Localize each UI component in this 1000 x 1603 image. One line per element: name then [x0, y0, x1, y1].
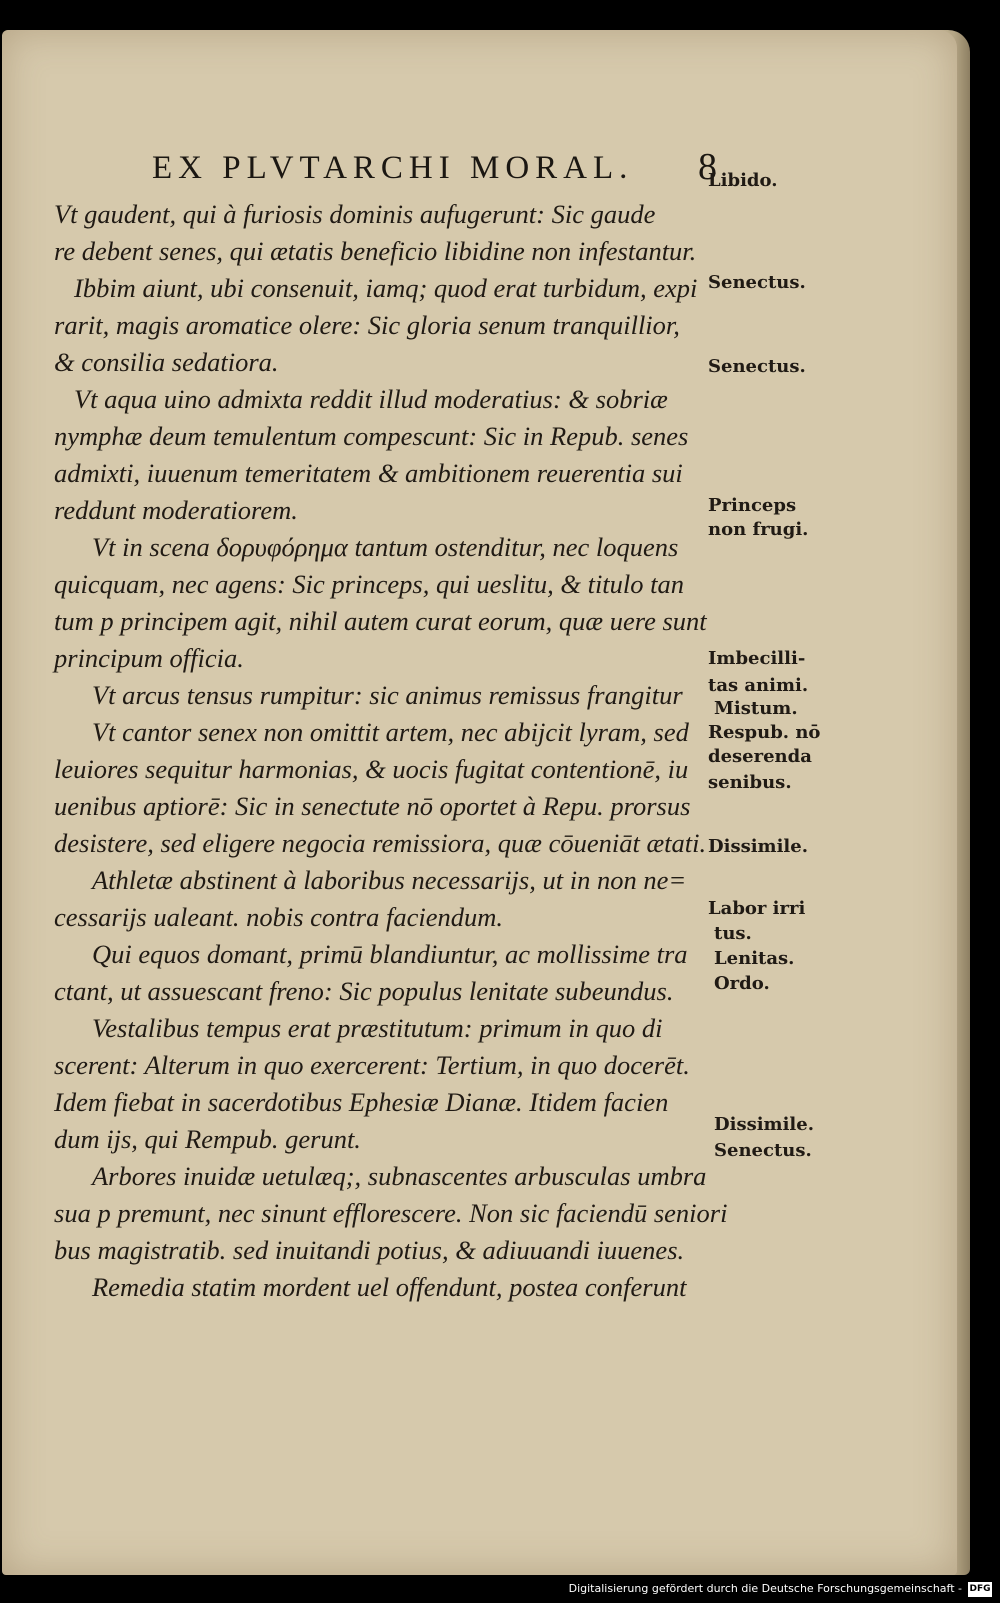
- margin-note: non frugi.: [708, 519, 809, 540]
- margin-note: Libido.: [708, 170, 778, 191]
- text-line: Remedia statim mordent uel offendunt, postea conferunt: [92, 1272, 687, 1302]
- footer-bar: [0, 1578, 1000, 1603]
- book-page: [2, 30, 957, 1575]
- text-line: uenibus aptiorē: Sic in senectute nō oportet à Repu. prorsus: [54, 791, 691, 821]
- margin-note: Ordo.: [714, 973, 770, 994]
- footer-credit: Digitalisierung gefördert durch die Deutsche Forschungsgemeinschaft -: [568, 1582, 962, 1595]
- margin-note: Senectus.: [708, 272, 806, 293]
- text-line: ctant, ut assuescant freno: Sic populus lenitate subeundus.: [54, 976, 674, 1006]
- margin-note: Imbecilli-: [708, 648, 806, 669]
- text-line: Qui equos domant, primū blandiuntur, ac mollissime tra: [92, 939, 688, 969]
- text-line: cessarijs ualeant. nobis contra faciendum.: [54, 902, 503, 932]
- text-line: rarit, magis aromatice olere: Sic gloria senum tranquillior,: [54, 310, 680, 340]
- text-line: scerent: Alterum in quo exercerent: Tertium, in quo docerēt.: [54, 1050, 690, 1080]
- margin-note: Senectus.: [708, 356, 806, 377]
- text-line: principum officia.: [54, 643, 244, 673]
- text-line: & consilia sedatiora.: [54, 347, 279, 377]
- text-line: desistere, sed eligere negocia remissiora, quæ cōueniāt ætati.: [54, 828, 707, 858]
- text-line: Idem fiebat in sacerdotibus Ephesiæ Dianæ. Itidem facien: [54, 1087, 669, 1117]
- text-line: bus magistratib. sed inuitandi potius, & adiuuandi iuuenes.: [54, 1235, 685, 1265]
- text-line: Vt in scena δορυφόρημα tantum ostenditur, nec loquens: [92, 532, 679, 562]
- margin-note: Labor irri: [708, 898, 806, 919]
- margin-note: tus.: [714, 923, 752, 944]
- text-line: Vt arcus tensus rumpitur: sic animus remissus frangitur: [92, 680, 683, 710]
- margin-note: tas animi.: [708, 675, 809, 696]
- text-line: admixti, iuuenum temeritatem & ambitionem reuerentia sui: [54, 458, 683, 488]
- margin-note: Senectus.: [714, 1140, 812, 1161]
- text-line: sua p premunt, nec sinunt efflorescere. Non sic faciendū seniori: [54, 1198, 728, 1228]
- margin-note: Princeps: [708, 495, 797, 516]
- margin-note: Dissimile.: [708, 836, 808, 857]
- dfg-logo: DFG: [968, 1582, 992, 1597]
- text-line: Vt aqua uino admixta reddit illud moderatius: & sobriæ: [74, 384, 668, 414]
- margin-note: Mistum.: [714, 698, 798, 719]
- text-line: Arbores inuidæ uetulæq;, subnascentes arbusculas umbra: [92, 1161, 707, 1191]
- margin-note: senibus.: [708, 772, 792, 793]
- margin-note: Dissimile.: [714, 1114, 814, 1135]
- text-line: tum p principem agit, nihil autem curat eorum, quæ uere sunt: [54, 606, 707, 636]
- text-line: Ibbim aiunt, ubi consenuit, iamq; quod erat turbidum, expi: [74, 273, 698, 303]
- margin-note: Lenitas.: [714, 948, 795, 969]
- page-number: 8: [698, 146, 717, 188]
- margin-note: deserenda: [708, 746, 812, 767]
- text-line: leuiores sequitur harmonias, & uocis fugitat contentionē, iu: [54, 754, 689, 784]
- text-line: Vt cantor senex non omittit artem, nec abijcit lyram, sed: [92, 717, 689, 747]
- text-line: Vestalibus tempus erat præstitutum: primum in quo di: [92, 1013, 663, 1043]
- text-line: Vt gaudent, qui à furiosis dominis aufugerunt: Sic gaude: [54, 199, 656, 229]
- body-text: [54, 196, 728, 1306]
- margin-note: Respub. nō: [708, 722, 821, 743]
- text-line: re debent senes, qui ætatis beneficio libidine non infestantur.: [54, 236, 697, 266]
- text-line: reddunt moderatiorem.: [54, 495, 298, 525]
- text-line: quicquam, nec agens: Sic princeps, qui ueslitu, & titulo tan: [54, 569, 685, 599]
- text-line: Athletæ abstinent à laboribus necessarijs, ut in non ne=: [92, 865, 687, 895]
- text-line: dum ijs, qui Rempub. gerunt.: [54, 1124, 361, 1154]
- running-head: EX PLVTARCHI MORAL.: [152, 150, 634, 186]
- text-line: nymphæ deum temulentum compescunt: Sic in Repub. senes: [54, 421, 689, 451]
